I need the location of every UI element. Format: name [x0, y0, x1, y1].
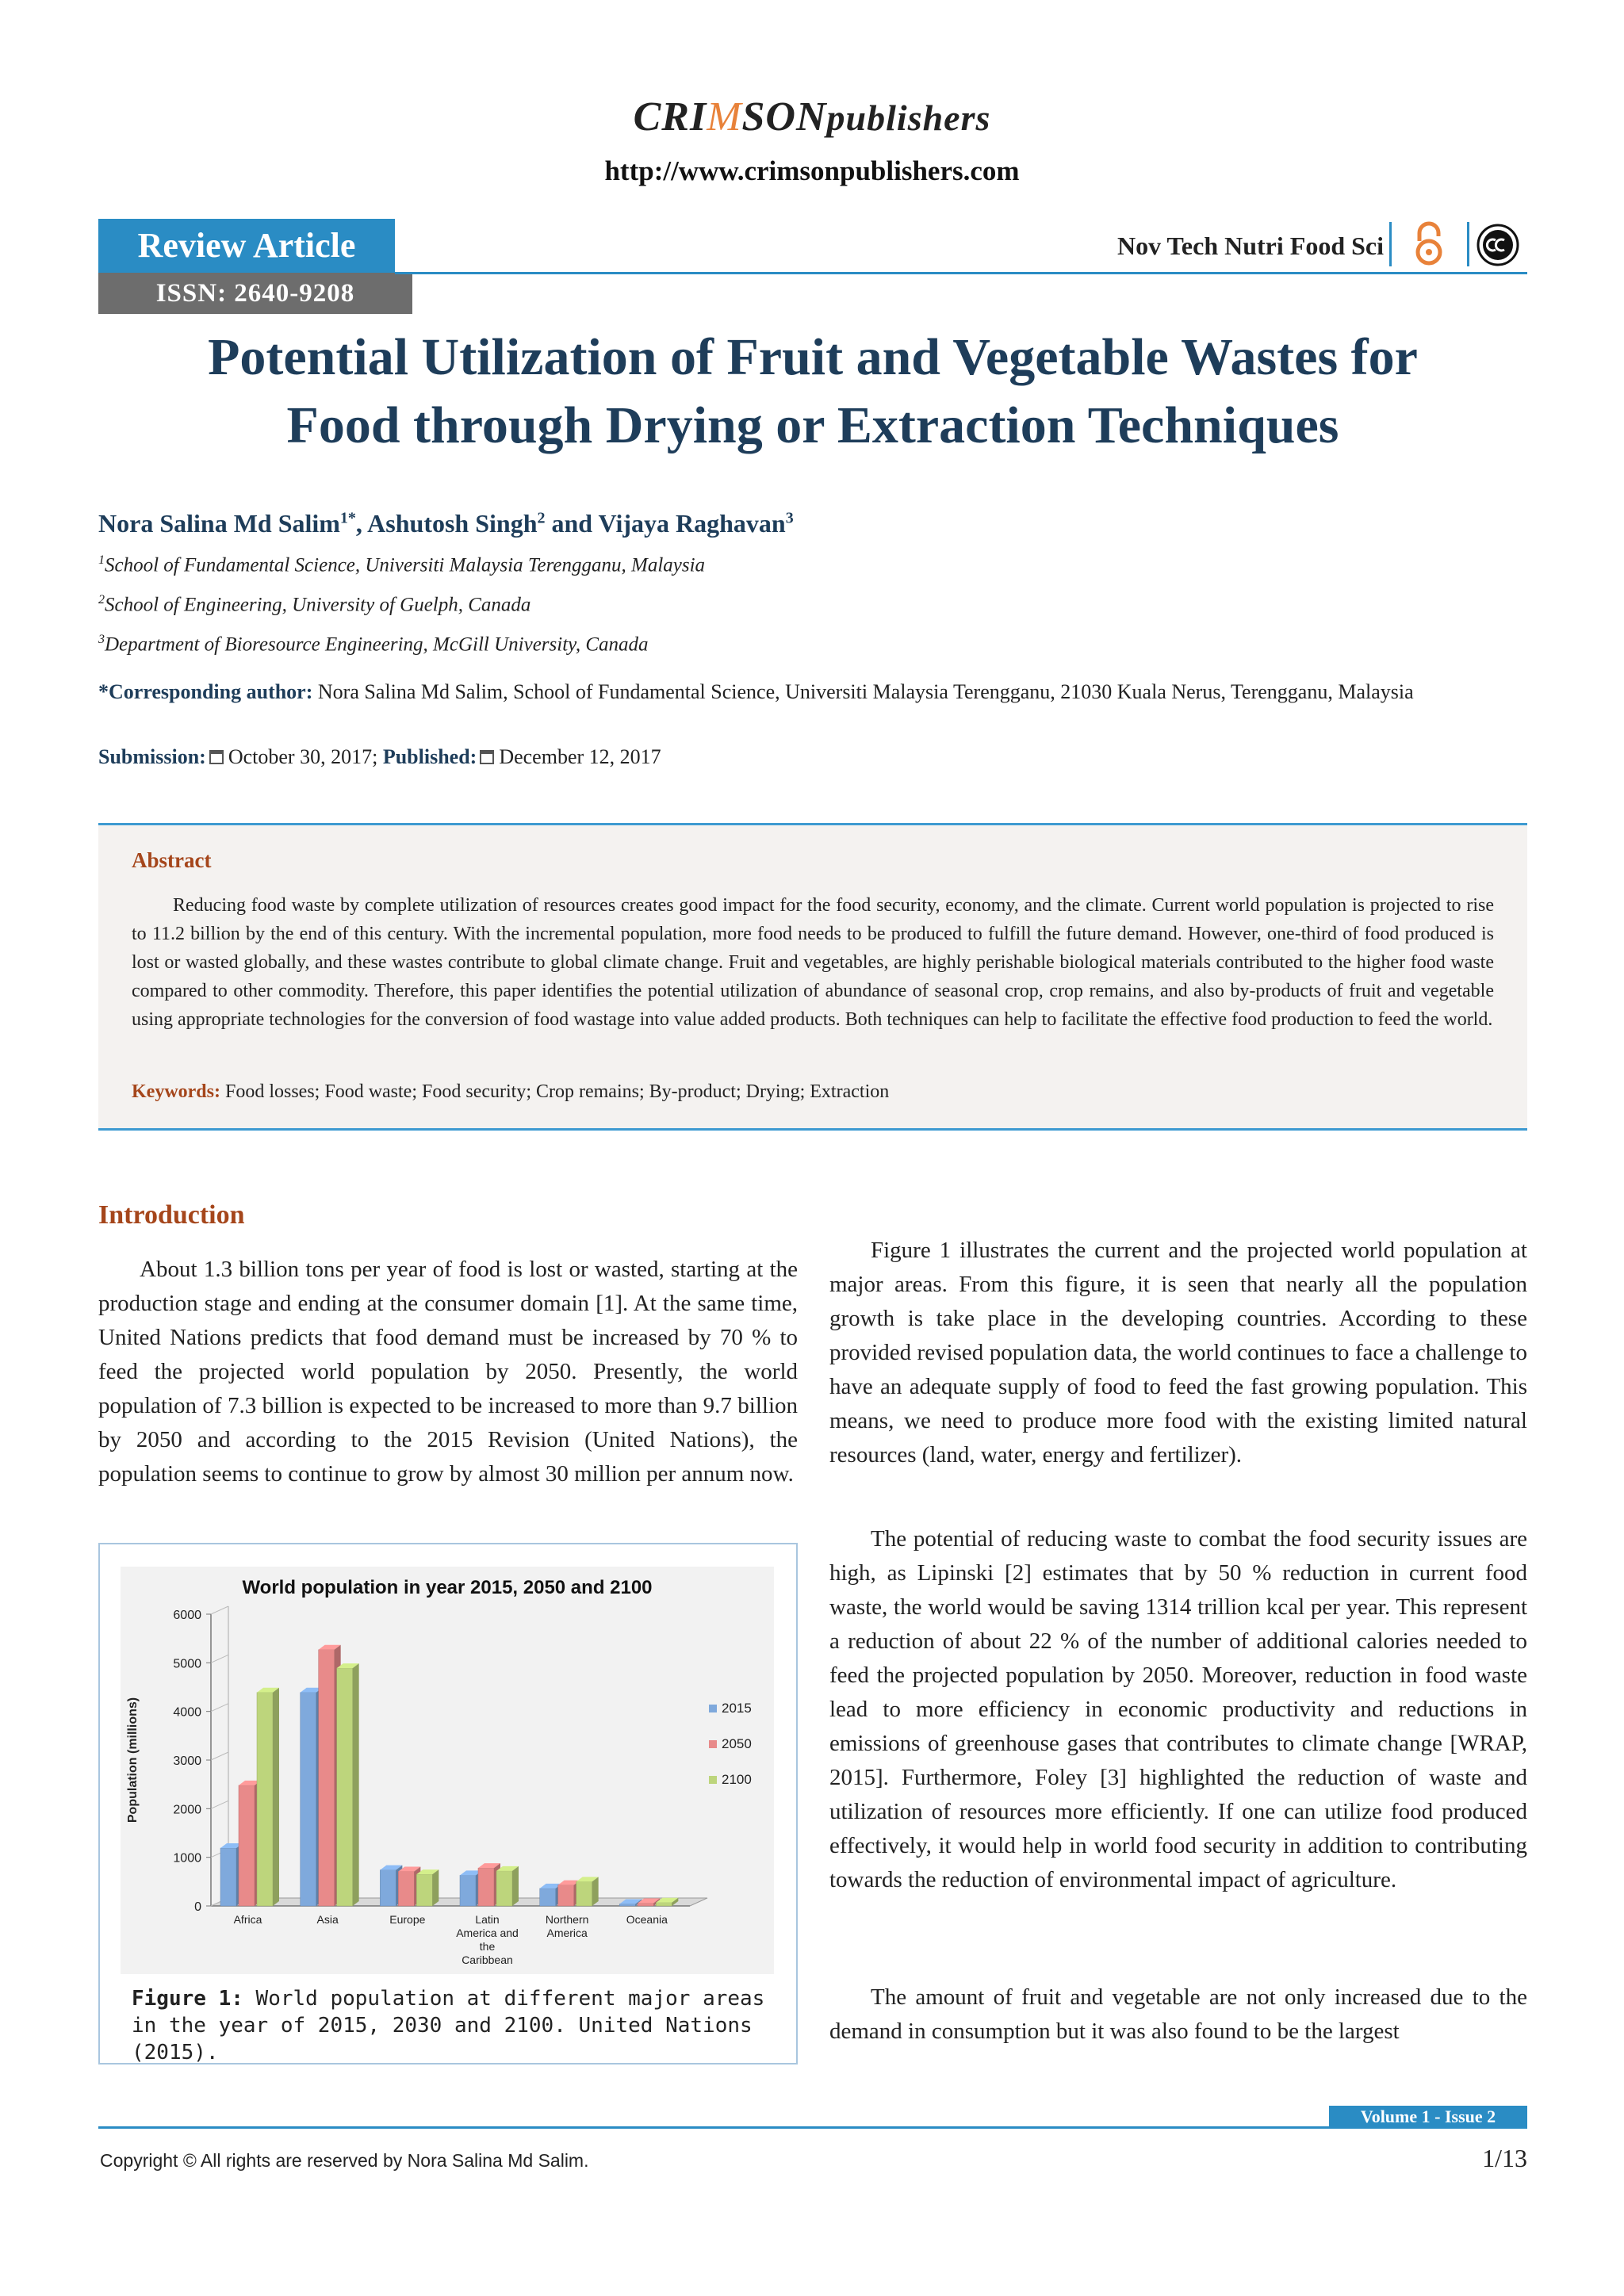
legend-label-2015: 2015: [722, 1701, 752, 1716]
affiliation-text: Department of Bioresource Engineering, McGill University, Canada: [105, 633, 649, 656]
bar-2100: [416, 1874, 432, 1906]
body-paragraph: Figure 1 illustrates the current and the projected world population at major areas. From this figure, it is seen that nearly all the population growth is take place in the developing countries. According to these provided revised population data, the world continues to face a challenge to have an adequate supply of food to feed the fast growing population. This means, we need to produce more food with the existing limited natural resources (land, water, energy and fertilizer).: [829, 1238, 1527, 1468]
bar-2015: [301, 1693, 316, 1906]
header-separator: [1389, 222, 1392, 266]
bar-side-2100: [432, 1869, 439, 1906]
x-tick-label: America and: [456, 1927, 519, 1939]
y-axis-label: Population (millions): [126, 1697, 140, 1823]
header-separator: [1467, 222, 1469, 266]
legend-label-2100: 2100: [722, 1772, 752, 1787]
y-tick-label: 4000: [173, 1705, 201, 1720]
bar-2100: [337, 1668, 353, 1906]
journal-name: Nov Tech Nutri Food Sci: [1116, 232, 1384, 260]
x-tick-label: Caribbean: [462, 1954, 513, 1966]
brand-text-m: M: [707, 94, 742, 140]
corresponding-author: [98, 680, 1526, 704]
published-date: December 12, 2017: [499, 745, 661, 768]
bar-2015: [540, 1888, 556, 1906]
brand-text-3: publishers: [826, 98, 991, 138]
submission-label: Submission:: [98, 745, 206, 768]
y-tick-label: 2000: [173, 1803, 201, 1817]
figure-label: Figure 1:: [132, 1987, 243, 2011]
page-number: 1/13: [1482, 2144, 1527, 2172]
affiliation: [98, 593, 530, 616]
affiliation: [98, 633, 649, 656]
author-affiliation-mark: 3: [785, 509, 794, 527]
body-paragraph: The amount of fruit and vegetable are not only increased due to the demand in consumption but it was also found to be the largest: [829, 1984, 1527, 2044]
y-tick-label: 1000: [173, 1851, 201, 1866]
title-line-2: Food through Drying or Extraction Techniques: [286, 396, 1339, 454]
bar-2050: [638, 1903, 653, 1906]
y-tick-label: 5000: [173, 1657, 201, 1671]
x-tick-label: Oceania: [626, 1913, 668, 1926]
publisher-logo: [0, 94, 1624, 140]
publisher-url[interactable]: http://www.crimsonpublishers.com: [604, 155, 1020, 186]
paper-title: [98, 323, 1527, 460]
affiliation-text: School of Engineering, University of Guelph, Canada: [105, 594, 531, 616]
legend-swatch-2100: [709, 1776, 717, 1784]
legend-label-2050: 2050: [722, 1736, 752, 1751]
x-tick-label: America: [546, 1927, 588, 1939]
affiliation-mark: 3: [98, 633, 105, 646]
x-tick-label: Latin: [475, 1913, 500, 1926]
keywords: [132, 1081, 1494, 1103]
bar-2050: [478, 1868, 494, 1906]
y-tick-label: 0: [194, 1900, 201, 1914]
affiliation-mark: 1: [98, 553, 105, 567]
y-tick-label: 6000: [173, 1609, 201, 1622]
chart-background: [121, 1567, 774, 1974]
volume-issue-badge: Volume 1 - Issue 2: [1329, 2106, 1527, 2128]
affiliation-text: School of Fundamental Science, Universiti Malaysia Terengganu, Malaysia: [105, 554, 706, 576]
bar-2100: [496, 1871, 512, 1906]
brand-text-2: SON: [741, 94, 827, 140]
bar-side-2100: [353, 1663, 359, 1906]
figure-caption: [132, 1985, 774, 2066]
body-paragraph: The potential of reducing waste to combat the food security issues are high, as Lipinski [2] estimates that by 50 % reduction in current food waste, the world would be saving 1314 trillion kcal per year. This represent a reduction of about 22 % of the number of additional calories needed to feed the projected population by 2050. Moreover, reduction in food waste lead to more efficiency in economic productivity and reductions in emissions of greenhouse gases that contributes to climate change [WRAP, 2015]. Furthermore, Foley [3] highlighted the reduction of waste and utilization of resources more efficiently. If one can utilize food produced effectively, it would help in world food security in addition to contributing towards the reduction of environmental impact of agriculture.: [829, 1526, 1527, 1892]
bar-side-2100: [273, 1688, 279, 1906]
open-access-icon: [1408, 220, 1450, 268]
author-affiliation-mark: 1*: [339, 509, 356, 527]
legend-swatch-2015: [709, 1705, 717, 1712]
author-name: and Vijaya Raghavan: [545, 509, 786, 538]
published-label: Published:: [382, 745, 477, 768]
corresponding-text: Nora Salina Md Salim, School of Fundamental Science, Universiti Malaysia Terengganu, 21030 Kuala Nerus, Terengganu, Malaysia: [312, 680, 1414, 703]
chart-title: World population in year 2015, 2050 and 2100: [242, 1577, 653, 1598]
bar-2015: [460, 1875, 476, 1906]
body-paragraph: About 1.3 billion tons per year of food is lost or wasted, starting at the production stage and ending at the consumer domain [1]. At the same time, United Nations predicts that food demand must be increased by 70 % to feed the projected world population by 2050. Presently, the world population of 7.3 billion is expected to be increased to more than 9.7 billion by 2050 and according to the 2015 Revision (United Nations), the population seems to continue to grow by almost 30 million per annum now.: [98, 1257, 798, 1487]
legend-swatch-2050: [709, 1740, 717, 1748]
figure-caption-text: World population at different major areas in the year of 2015, 2030 and 2100. United Nations (2015).: [132, 1987, 765, 2064]
abstract-heading: Abstract: [132, 848, 212, 872]
bar-2100: [576, 1881, 592, 1906]
x-tick-label: Northern: [545, 1913, 589, 1926]
creative-commons-icon: [1477, 224, 1519, 266]
submission-date: October 30, 2017: [228, 745, 373, 768]
corresponding-label: *Corresponding author:: [98, 680, 313, 703]
footer-rule: [98, 2126, 1527, 2129]
bar-2050: [558, 1885, 574, 1906]
keywords-label: Keywords:: [132, 1081, 220, 1102]
issn-badge: ISSN: 2640-9208: [98, 273, 412, 314]
bar-2100: [656, 1903, 672, 1906]
affiliation: [98, 553, 705, 576]
bar-side-2100: [592, 1877, 599, 1906]
publication-dates: Submission: October 30, 2017; Published: December 12, 2017: [98, 745, 661, 768]
brand-text-1: CRI: [633, 94, 707, 140]
bar-2015: [380, 1870, 396, 1906]
bar-2050: [239, 1785, 255, 1906]
x-tick-label: Europe: [389, 1913, 426, 1926]
calendar-icon: [480, 750, 494, 764]
calendar-icon: [209, 750, 224, 764]
bar-2015: [220, 1848, 236, 1906]
affiliation-mark: 2: [98, 593, 105, 607]
x-tick-label: Asia: [316, 1913, 339, 1926]
population-bar-chart: [121, 1567, 774, 1974]
header-rule: [395, 272, 1527, 274]
bar-2100: [257, 1693, 273, 1906]
author-name: , Ashutosh Singh: [355, 509, 538, 538]
bar-side-2100: [512, 1866, 519, 1906]
y-tick-label: 3000: [173, 1755, 201, 1768]
author-affiliation-mark: 2: [537, 509, 546, 527]
author-name: Nora Salina Md Salim: [98, 509, 340, 538]
bar-2050: [398, 1871, 414, 1906]
author-list: [98, 509, 794, 538]
x-tick-label: the: [479, 1940, 496, 1953]
copyright-notice: Copyright © All rights are reserved by Nora Salina Md Salim.: [100, 2150, 589, 2171]
section-heading-introduction: Introduction: [98, 1200, 245, 1230]
x-tick-label: Africa: [233, 1913, 262, 1926]
bar-2015: [619, 1904, 635, 1906]
keywords-text: Food losses; Food waste; Food security; Crop remains; By-product; Drying; Extraction: [220, 1081, 890, 1102]
abstract-text: Reducing food waste by complete utilization of resources creates good impact for the food security, economy, and the climate. Current world population is projected to rise to 11.2 billion by the end of this century. With the incremental population, more food needs to be produced to fulfill the future demand. However, one-third of food produced is lost or wasted globally, and these wastes contribute to global climate change. Fruit and vegetables, are highly perishable biological materials contributed to the higher food waste compared to other commodity. Therefore, this paper identifies the potential utilization of abundance of seasonal crop, crop remains, and also by-products of fruit and vegetable using appropriate technologies for the conversion of food wastage into value added products. Both techniques can help to facilitate the effective food production to feed the world.: [132, 895, 1494, 1030]
title-line-1: Potential Utilization of Fruit and Vegetable Wastes for: [208, 328, 1418, 386]
bar-2050: [319, 1650, 335, 1906]
article-type-badge: Review Article: [98, 219, 395, 273]
